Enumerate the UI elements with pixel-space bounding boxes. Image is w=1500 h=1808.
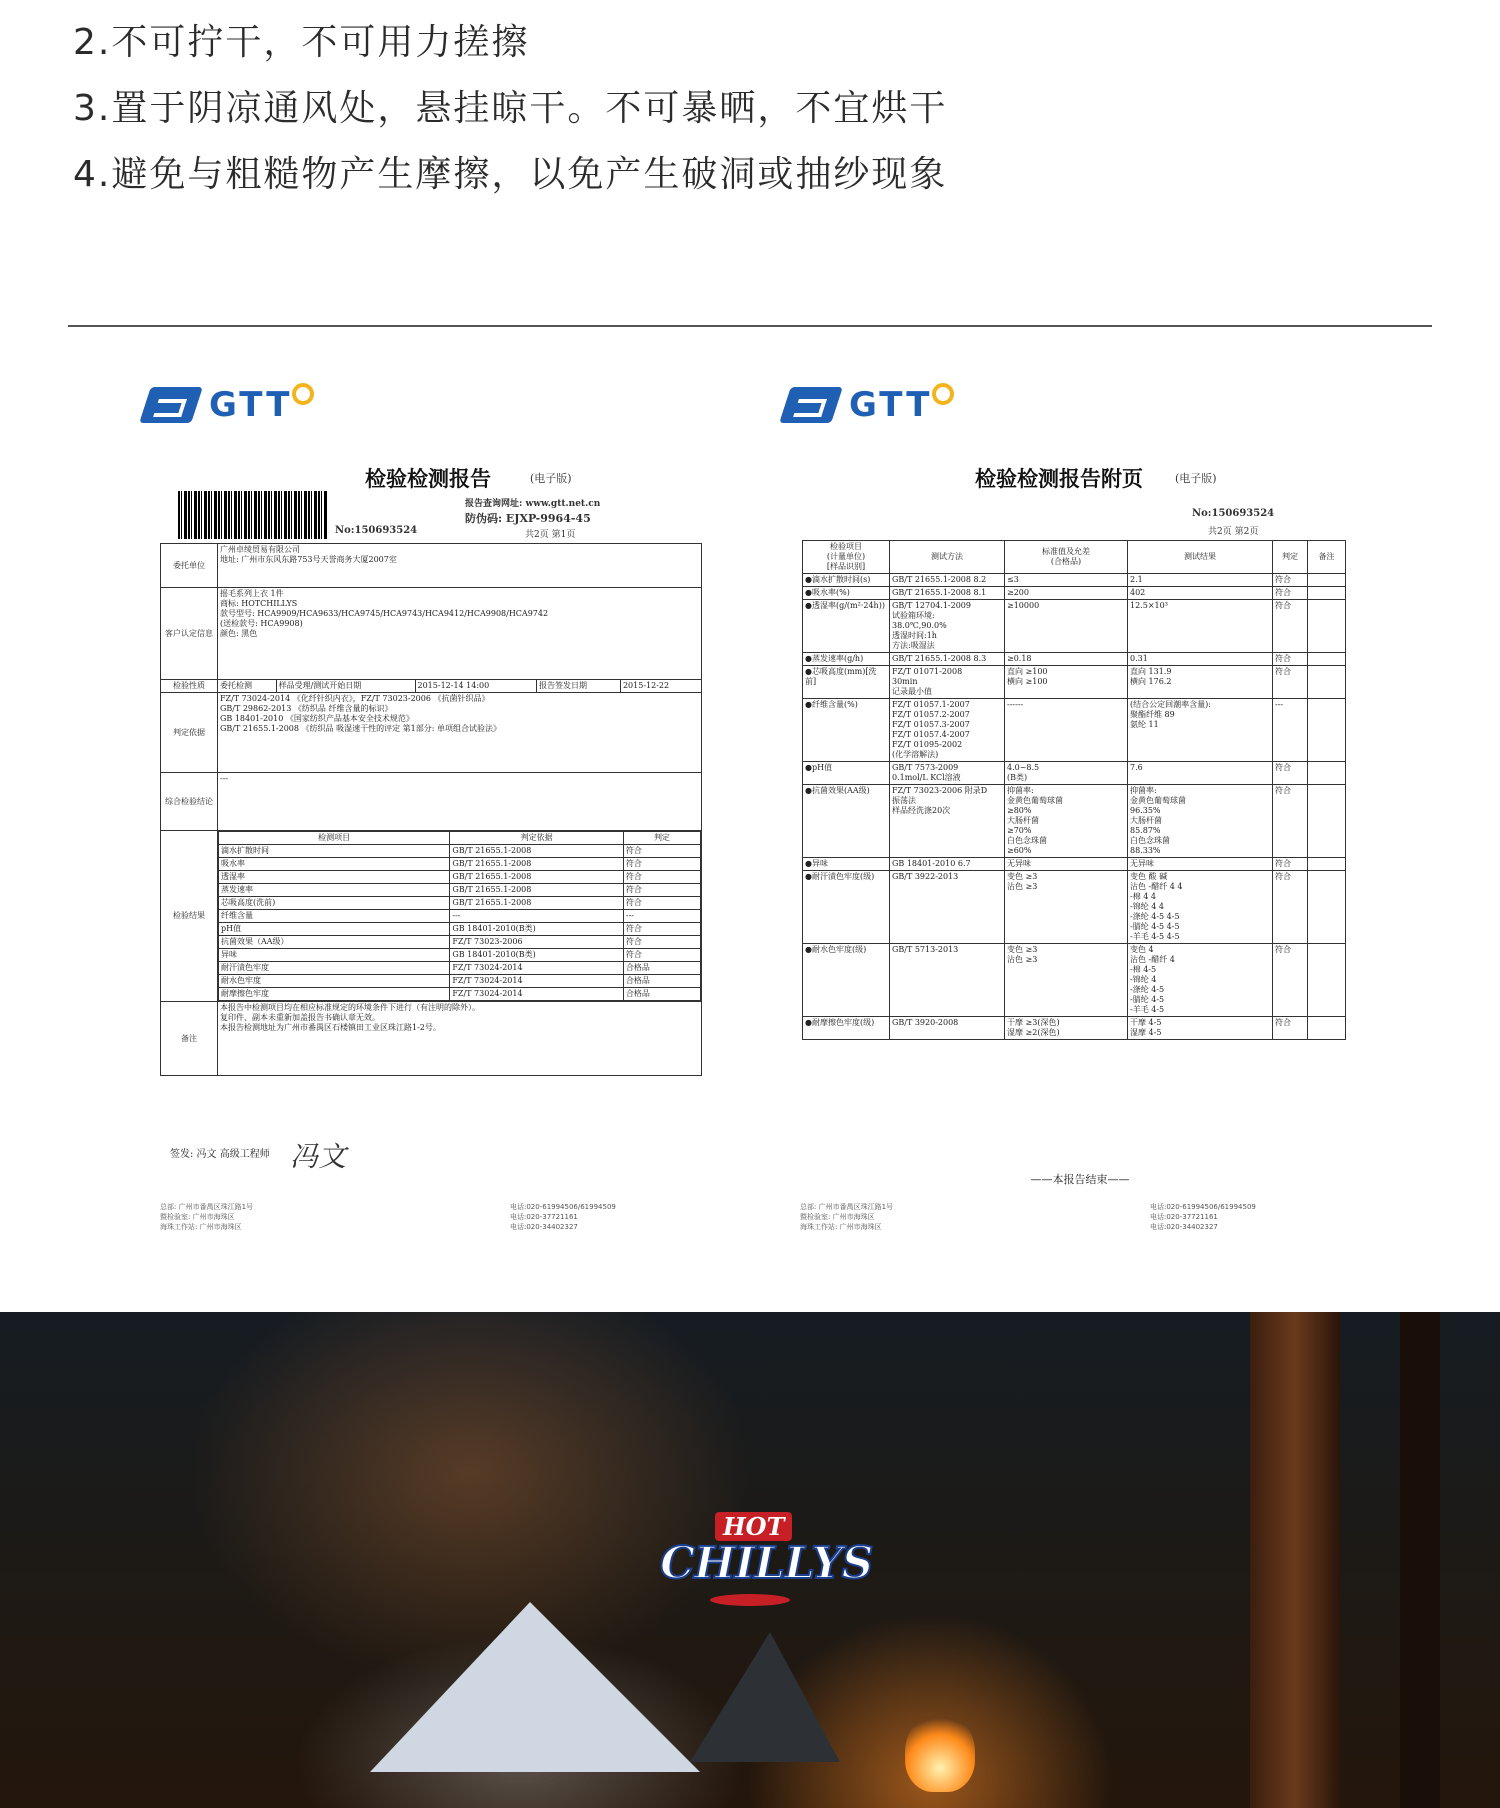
results-table <box>218 831 701 1001</box>
report-page: 共2页 第2页 <box>1208 527 1259 537</box>
table-row: ●耐摩擦色牢度(级) GB/T 3920-2008 干摩 ≥3(深色) 湿摩 ≥2(深色) 干摩 4-5 湿摩 4-5 符合 <box>803 1017 1346 1040</box>
footer-addresses: 总部: 广州市番禺区珠江路1号 暨检验室: 广州市海珠区 海珠工作站: 广州市海珠区 <box>800 1203 894 1231</box>
table-row: ●滴水扩散时间(s) GB/T 21655.1-2008 8.2 ≤3 2.1 符合 <box>803 574 1346 587</box>
client-value: 广州卓绫贸易有限公司 地址: 广州市东风东路753号天誉商务大厦2007室 <box>218 544 702 588</box>
sample-value: 摇毛系列上衣 1件 商标: HOTCHILLYS 款号型号: HCA9909/HCA9633/HCA9745/HCA9743/HCA9412/HCA9908/HCA9742 (送检款号: HCA9908) 颜色: 黑色 <box>218 588 702 680</box>
brand-main: CHILLYS <box>660 1538 873 1589</box>
header-standard: 标准值及允差 (合格品) <box>1005 541 1128 574</box>
tree-trunk <box>1400 1312 1440 1808</box>
nature-value: 委托检测 <box>218 680 277 693</box>
table-row: ●耐水色牢度(级) GB/T 5713-2013 变色 ≥3 沾色 ≥3 变色 4 沾色 -醋纤 4 -棉 4-5 -锦纶 4 -涤纶 4-5 -腈纶 4-5 -羊毛 4-5 符合 <box>803 944 1346 1017</box>
gtt-logo-icon <box>139 387 203 423</box>
gtt-logo-text: GTT <box>849 385 933 425</box>
report-number: No:150693524 <box>335 525 418 536</box>
table-row: ●蒸发速率(g/h) GB/T 21655.1-2008 8.3 ≥0.18 0.31 符合 <box>803 653 1346 666</box>
table-row: ●耐汗渍色牢度(级) GB/T 3922-2013 变色 ≥3 沾色 ≥3 变色 酸 碱 沾色 -醋纤 4 4 -棉 4 4 -锦纶 4 4 -涤纶 4-5 4-5 -腈纶 4-5 4-5 -羊毛 4-5 4-5 符合 <box>803 871 1346 944</box>
report-anti-fake: 防伪码: EJXP-9964-45 <box>465 512 591 525</box>
tree-trunk <box>1250 1312 1340 1808</box>
conclusion-value: --- <box>218 773 702 831</box>
results-label: 检验结果 <box>161 831 218 1002</box>
conclusion-label: 综合检验结论 <box>161 773 218 831</box>
campsite-banner-photo <box>0 1312 1500 1808</box>
report-main-table <box>160 543 702 1076</box>
results-header-basis: 判定依据 <box>450 832 624 845</box>
table-row: 蒸发速率 GB/T 21655.1-2008 符合 <box>219 884 701 897</box>
table-row: pH值 GB 18401-2010(B类) 符合 <box>219 923 701 936</box>
signature-label: 签发: 冯文 高级工程师 <box>170 1149 270 1160</box>
chili-pepper-icon <box>710 1594 790 1606</box>
basis-value: FZ/T 73024-2014 《化纤针织内衣》，FZ/T 73023-2006 《抗菌针织品》 GB/T 29862-2013 《纺织品 纤维含量的标识》 GB 18401-2010 《国家纺织产品基本安全技术规范》 GB/T 21655.1-2008 《纺织品 吸湿速干性的评定 第1部分: 单项组合试验法》 <box>218 693 702 773</box>
basis-label: 判定依据 <box>161 693 218 773</box>
dark-tent <box>690 1632 840 1762</box>
received-label: 样品受理/测试开始日期 <box>276 680 415 693</box>
table-row: 透湿率 GB/T 21655.1-2008 符合 <box>219 871 701 884</box>
table-row: ●吸水率(%) GB/T 21655.1-2008 8.1 ≥200 402 符合 <box>803 587 1346 600</box>
campfire <box>905 1712 975 1792</box>
care-instruction-3: 3.置于阴凉通风处，悬挂晾干。不可暴晒，不宜烘干 <box>73 88 948 129</box>
report-edition: (电子版) <box>530 472 572 485</box>
care-instruction-2: 2.不可拧干，不可用力搓擦 <box>73 22 530 63</box>
table-row: ●透湿率(g/(m²·24h)) GB/T 12704.1-2009 试验箱环境: 38.0℃,90.0% 透湿时间:1h 方法:吸湿法 ≥10000 12.5×10³ 符合 <box>803 600 1346 653</box>
report-end-mark: ——本报告结束—— <box>1030 1173 1130 1186</box>
header-item: 检验项目 (计量单位) [样品识别] <box>803 541 890 574</box>
issued-value: 2015-12-22 <box>620 680 701 693</box>
table-row: ●纤维含量(%) FZ/T 01057.1-2007 FZ/T 01057.2-2007 FZ/T 01057.3-2007 FZ/T 01057.4-2007 FZ/T 01095-2002 (化学溶解法) ------ (结合公定回潮率含量): 聚酯纤维 89 氨纶 11 --- <box>803 699 1346 762</box>
care-instruction-4: 4.避免与粗糙物产生摩擦，以免产生破洞或抽纱现象 <box>73 154 948 195</box>
lit-tent <box>370 1602 700 1772</box>
header-method: 测试方法 <box>890 541 1005 574</box>
report-query-site: 报告查询网址: www.gtt.net.cn <box>465 499 601 509</box>
barcode <box>178 491 328 539</box>
gtt-logo-dot-icon <box>292 383 314 405</box>
received-value: 2015-12-14 14:00 <box>415 680 537 693</box>
test-report-page-1 <box>140 375 740 1255</box>
test-report-page-2 <box>780 375 1380 1255</box>
handwritten-signature: 冯文 <box>290 1140 347 1173</box>
gtt-logo <box>785 385 954 425</box>
footer-phones: 电话:020-61994506/61994509 电话:020-37721161 电话:020-34402327 <box>1150 1203 1256 1231</box>
table-row: ●抗菌效果(AA级) FZ/T 73023-2006 附录D 振荡法 样品经洗涤20次 抑菌率: 金黄色葡萄球菌 ≥80% 大肠杆菌 ≥70% 白色念珠菌 ≥60% 抑菌率: 金黄色葡萄球菌 96.35% 大肠杆菌 85.87% 白色念珠菌 88.33% 符合 <box>803 785 1346 858</box>
remarks-value: 本报告中检测项目均在相应标准规定的环境条件下进行（有注明的除外）。 复印件、副本未重新加盖报告书确认章无效。 本报告检测地址为广州市番禺区石楼镇田工业区珠江路1-2号。 <box>218 1002 702 1076</box>
nature-label: 检验性质 <box>161 680 218 693</box>
hot-chillys-logo <box>660 1512 873 1607</box>
section-divider <box>68 325 1432 327</box>
table-row: ●pH值 GB/T 7573-2009 0.1mol/L KCl溶液 4.0~8.5 (B类) 7.6 符合 <box>803 762 1346 785</box>
gtt-logo-dot-icon <box>932 383 954 405</box>
results-header-verdict: 判定 <box>623 832 700 845</box>
gtt-logo-icon <box>779 387 843 423</box>
table-row: ●芯吸高度(mm)[洗前] FZ/T 01071-2008 30min 记录最小值 直向 ≥100 横向 ≥100 直向 131.9 横向 176.2 符合 <box>803 666 1346 699</box>
header-result: 测试结果 <box>1128 541 1273 574</box>
footer-addresses: 总部: 广州市番禺区珠江路1号 暨检验室: 广州市海珠区 海珠工作站: 广州市海珠区 <box>160 1203 254 1231</box>
report-title: 检验检测报告附页 <box>975 466 1143 491</box>
gtt-logo <box>145 385 314 425</box>
results-header-item: 检测项目 <box>219 832 450 845</box>
table-row: 纤维含量 --- --- <box>219 910 701 923</box>
header-verdict: 判定 <box>1273 541 1308 574</box>
report-edition: (电子版) <box>1175 472 1217 485</box>
table-row: 耐汗渍色牢度 FZ/T 73024-2014 合格品 <box>219 962 701 975</box>
client-label: 委托单位 <box>161 544 218 588</box>
table-row: 滴水扩散时间 GB/T 21655.1-2008 符合 <box>219 845 701 858</box>
footer-phones: 电话:020-61994506/61994509 电话:020-37721161 电话:020-34402327 <box>510 1203 616 1231</box>
report-page: 共2页 第1页 <box>525 530 576 540</box>
gtt-logo-text: GTT <box>209 385 293 425</box>
sample-label: 客户认定信息 <box>161 588 218 680</box>
report-appendix-table <box>802 540 1346 1040</box>
table-row: ●异味 GB 18401-2010 6.7 无异味 无异味 符合 <box>803 858 1346 871</box>
brand-top: HOT <box>715 1512 792 1541</box>
issued-label: 报告签发日期 <box>537 680 621 693</box>
report-number: No:150693524 <box>1192 508 1275 519</box>
table-row: 耐水色牢度 FZ/T 73024-2014 合格品 <box>219 975 701 988</box>
report-title: 检验检测报告 <box>365 466 491 491</box>
header-remark: 备注 <box>1308 541 1346 574</box>
table-row: 异味 GB 18401-2010(B类) 符合 <box>219 949 701 962</box>
table-row: 耐摩擦色牢度 FZ/T 73024-2014 合格品 <box>219 988 701 1001</box>
table-row: 芯吸高度(洗前) GB/T 21655.1-2008 符合 <box>219 897 701 910</box>
table-row: 抗菌效果（AA级） FZ/T 73023-2006 符合 <box>219 936 701 949</box>
remarks-label: 备注 <box>161 1002 218 1076</box>
table-row: 吸水率 GB/T 21655.1-2008 符合 <box>219 858 701 871</box>
